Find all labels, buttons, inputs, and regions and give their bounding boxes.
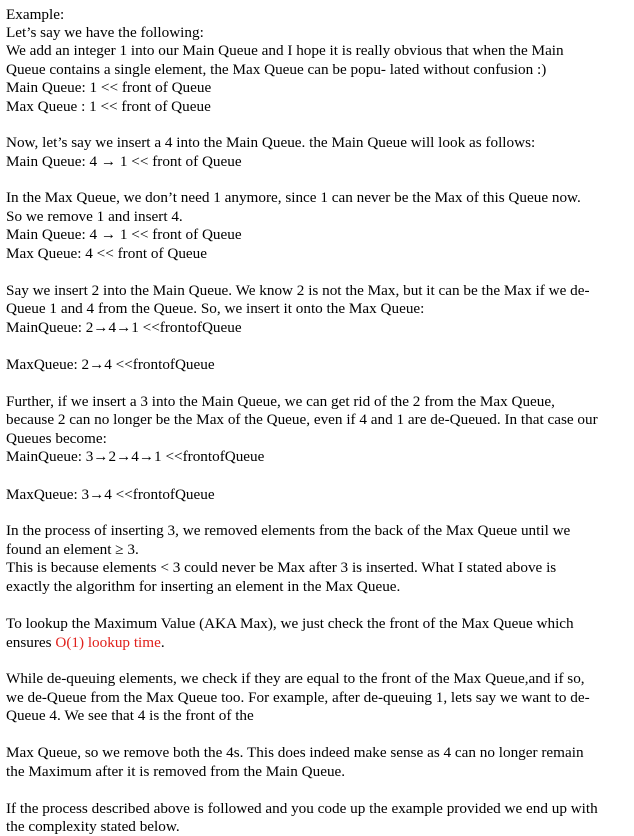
highlight-complexity: O(1) lookup time	[55, 634, 161, 651]
text-line: Main Queue: 1 << front of Queue	[6, 79, 212, 96]
text-line: Main Queue: 4 → 1 << front of Queue	[6, 153, 242, 170]
text-line: found an element ≥ 3.	[6, 541, 139, 558]
heading-example: Example:	[6, 6, 65, 23]
text-line: We add an integer 1 into our Main Queue and I hope it is really obvious that when the Main	[6, 42, 564, 59]
text-line: While de-queuing elements, we check if they are equal to the front of the Max Queue,and if so,	[6, 670, 585, 687]
text-span: .	[160, 634, 165, 651]
text-line: This is because elements < 3 could never be Max after 3 is inserted. What I stated above is	[6, 559, 557, 576]
text-line: Queues become:	[6, 430, 107, 447]
text-line: MaxQueue: 2→4 <<frontofQueue	[6, 356, 215, 373]
text-line: So we remove 1 and insert 4.	[6, 208, 183, 225]
text-line: MaxQueue: 3→4 <<frontofQueue	[6, 486, 215, 503]
text-line: exactly the algorithm for inserting an element in the Max Queue.	[6, 578, 401, 595]
text-line	[6, 634, 165, 652]
text-line: Queue 4. We see that 4 is the front of the	[6, 707, 254, 724]
text-line: Queue contains a single element, the Max Queue can be popu- lated without confusion :)	[6, 61, 547, 78]
text-line: MainQueue: 3→2→4→1 <<frontofQueue	[6, 448, 265, 465]
text-line: MainQueue: 2→4→1 <<frontofQueue	[6, 319, 242, 336]
text-line: because 2 can no longer be the Max of the Queue, even if 4 and 1 are de-Queued. In that case our	[6, 411, 598, 428]
text-line: the complexity stated below.	[6, 818, 180, 835]
text-line: Now, let’s say we insert a 4 into the Main Queue. the Main Queue will look as follows:	[6, 134, 536, 151]
text-line: If the process described above is followed and you code up the example provided we end up with	[6, 800, 598, 817]
text-line: the Maximum after it is removed from the Main Queue.	[6, 763, 346, 780]
text-line: Max Queue: 4 << front of Queue	[6, 245, 208, 262]
text-line: Max Queue, so we remove both the 4s. This does indeed make sense as 4 can no longer remain	[6, 744, 584, 761]
text-line: Queue 1 and 4 from the Queue. So, we insert it onto the Max Queue:	[6, 300, 425, 317]
text-line: Say we insert 2 into the Main Queue. We know 2 is not the Max, but it can be the Max if we de-	[6, 282, 590, 299]
text-line: In the Max Queue, we don’t need 1 anymore, since 1 can never be the Max of this Queue now.	[6, 189, 581, 206]
text-line: Further, if we insert a 3 into the Main Queue, we can get rid of the 2 from the Max Queue,	[6, 393, 555, 410]
text-line: In the process of inserting 3, we removed elements from the back of the Max Queue until we	[6, 522, 571, 539]
text-span: ensures	[6, 634, 56, 651]
text-line: To lookup the Maximum Value (AKA Max), we just check the front of the Max Queue which	[6, 615, 574, 632]
text-line: we de-Queue from the Max Queue too. For example, after de-queuing 1, lets say we want to de-	[6, 689, 590, 706]
text-line: Max Queue : 1 << front of Queue	[6, 98, 211, 115]
text-line: Let’s say we have the following:	[6, 24, 204, 41]
text-line: Main Queue: 4 → 1 << front of Queue	[6, 226, 242, 243]
